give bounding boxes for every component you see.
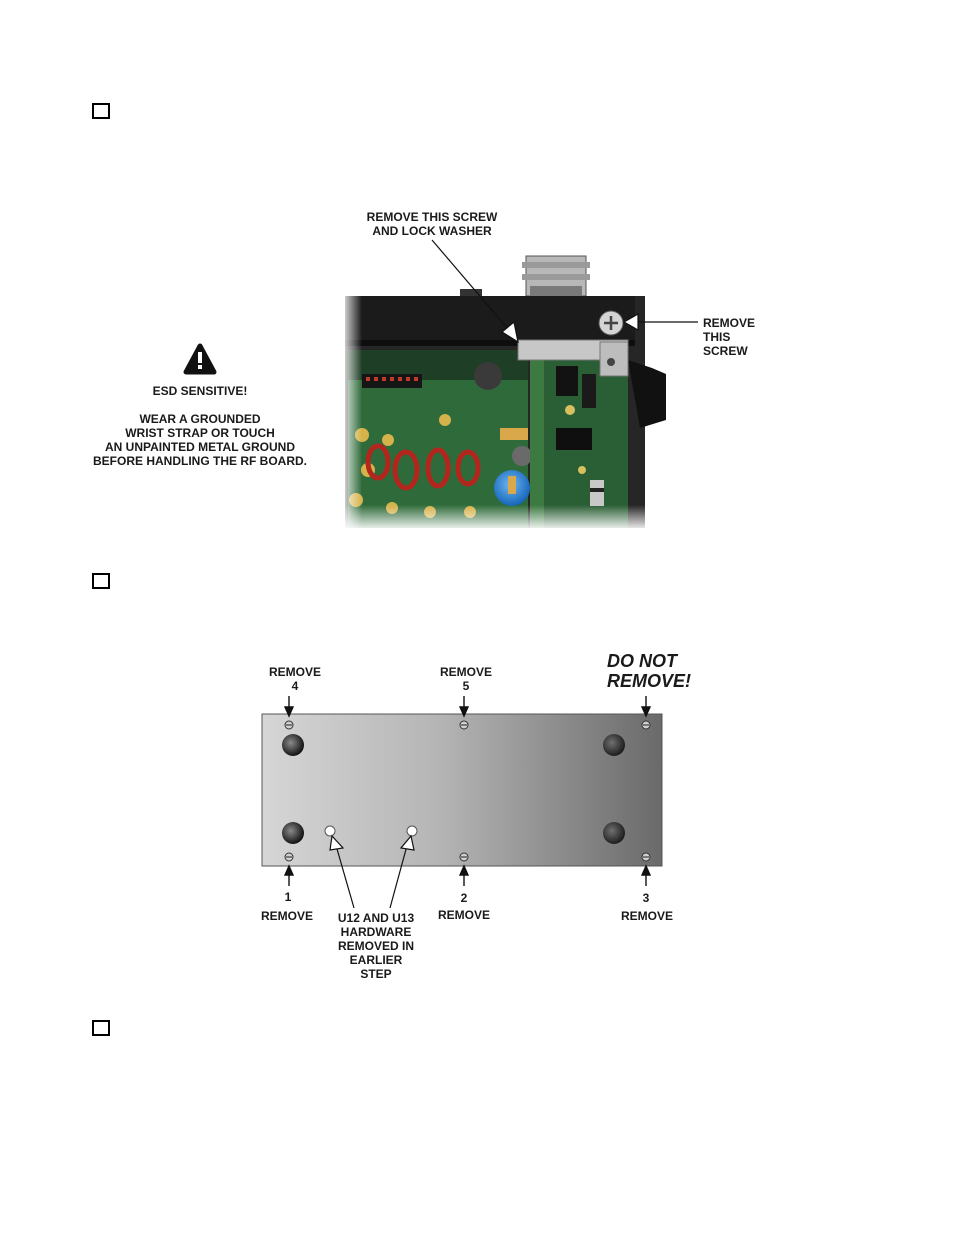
warning-icon xyxy=(186,346,214,372)
label-remove-5: REMOVE 5 xyxy=(439,665,492,693)
esd-instructions: WEAR A GROUNDED WRIST STRAP OR TOUCH AN UNPAINTED METAL GROUND BEFORE HANDLING THE RF BOARD. xyxy=(93,412,307,468)
esd-title: ESD SENSITIVE! xyxy=(152,384,248,398)
label-screw-1-number: 1 xyxy=(284,890,292,904)
callout-remove-screw-lock-washer: REMOVE THIS SCREW AND LOCK WASHER xyxy=(366,210,498,238)
label-remove-4: REMOVE 4 xyxy=(268,665,321,693)
label-screw-2-remove: REMOVE xyxy=(437,908,490,922)
label-screw-3-number: 3 xyxy=(642,891,650,905)
antenna-connector xyxy=(522,256,590,296)
label-screw-2-number: 2 xyxy=(460,891,468,905)
bottom-plate xyxy=(262,714,662,866)
vertical-board xyxy=(530,340,544,528)
callout-remove-this-screw: REMOVE THIS SCREW xyxy=(703,316,756,358)
chassis-top-rail xyxy=(345,296,635,344)
label-screw-3-remove: REMOVE xyxy=(620,909,673,923)
label-do-not-remove: DO NOT REMOVE! xyxy=(607,651,692,691)
label-hardware-removed-note: U12 AND U13 HARDWARE REMOVED IN EARLIER STEP xyxy=(337,911,415,981)
label-screw-1-remove: REMOVE xyxy=(260,909,313,923)
top-right-screw xyxy=(599,311,623,335)
